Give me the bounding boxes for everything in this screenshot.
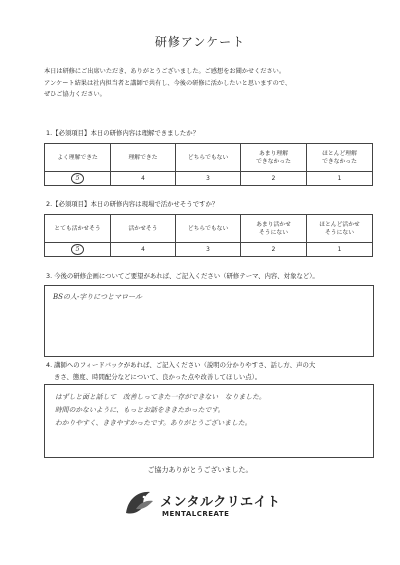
q1-score[interactable]: 4 (111, 172, 176, 186)
q2-score[interactable]: 3 (176, 243, 241, 257)
thanks-message: ご協力ありがとうございました。 (147, 466, 253, 474)
q1-option: ほとんど理解 できなかった (307, 144, 373, 172)
q4-label-line1: 4. 講師へのフィードバックがあれば、ご記入ください（説明の分かりやすさ、話し方、声の大 (46, 361, 316, 369)
logo-name-jp: メンタルクリエイト (160, 495, 281, 510)
q1-label: 1.【必須項目】本日の研修内容は理解できましたか？ (46, 129, 200, 137)
q2-option: あまり活かせ そうにない (241, 215, 307, 243)
q2-label: 2.【必須項目】本日の研修内容は現場で活かせそうですか？ (46, 200, 219, 208)
q1-score[interactable]: 1 (307, 172, 373, 186)
logo-name-en: MENTALCREATE (162, 510, 230, 518)
q1-score-selected[interactable]: 5 (45, 172, 111, 186)
q3-answer-box[interactable] (44, 285, 374, 357)
q3-label: 3. 今後の研修企画についてご要望があれば、ご記入ください（研修テーマ、内容、対象など）。 (46, 272, 319, 280)
q2-score[interactable]: 1 (307, 243, 373, 257)
page-title: 研修アンケート (154, 35, 246, 49)
q2-option: とても活かせそう (45, 215, 111, 243)
q1-option: どちらでもない (176, 144, 241, 172)
q2-score[interactable]: 2 (241, 243, 307, 257)
q2-rating-table (44, 214, 373, 257)
q1-rating-table (44, 143, 373, 186)
logo-bird-icon (122, 487, 156, 521)
intro-line: 本日は研修にご出席いただき、ありがとうございました。ご感想をお聞かせください。 (44, 68, 286, 75)
q4-answer-box[interactable] (44, 384, 374, 458)
q1-score[interactable]: 2 (241, 172, 307, 186)
q4-answer-line: わかりやすく、ききやすかったです。ありがとうございました。 (55, 419, 252, 427)
q4-answer (55, 391, 266, 430)
q4-answer-line: 時間のかないように、もっとお話をききたかったです。 (55, 406, 225, 414)
q1-option: あまり理解 できなかった (241, 144, 307, 172)
q1-option: よく理解できた (45, 144, 111, 172)
q2-score-selected[interactable]: 5 (45, 243, 111, 257)
intro-line: アンケート結果は社内担当者と講師で共有し、今後の研修に活かしたいと思いますので、 (44, 79, 292, 87)
q2-option: 活かせそう (111, 215, 176, 243)
q2-option: ほとんど活かせ そうにない (307, 215, 373, 243)
intro-line: ぜひご協力ください。 (44, 91, 106, 98)
q1-option: 理解できた (111, 144, 176, 172)
company-logo (122, 487, 292, 521)
q4-label-line2: きさ、態度、時間配分などについて、良かった点や改善してほしい点）。 (54, 373, 262, 381)
q4-answer-line: はずしと面と話して 改善しってきた一存ができない なりました。 (55, 393, 266, 401)
q2-option: どちらでもない (176, 215, 241, 243)
q1-score[interactable]: 3 (176, 172, 241, 186)
q3-answer: BSの人-字りにつとマロール (53, 293, 143, 301)
intro-text (44, 66, 374, 101)
q2-score[interactable]: 4 (111, 243, 176, 257)
